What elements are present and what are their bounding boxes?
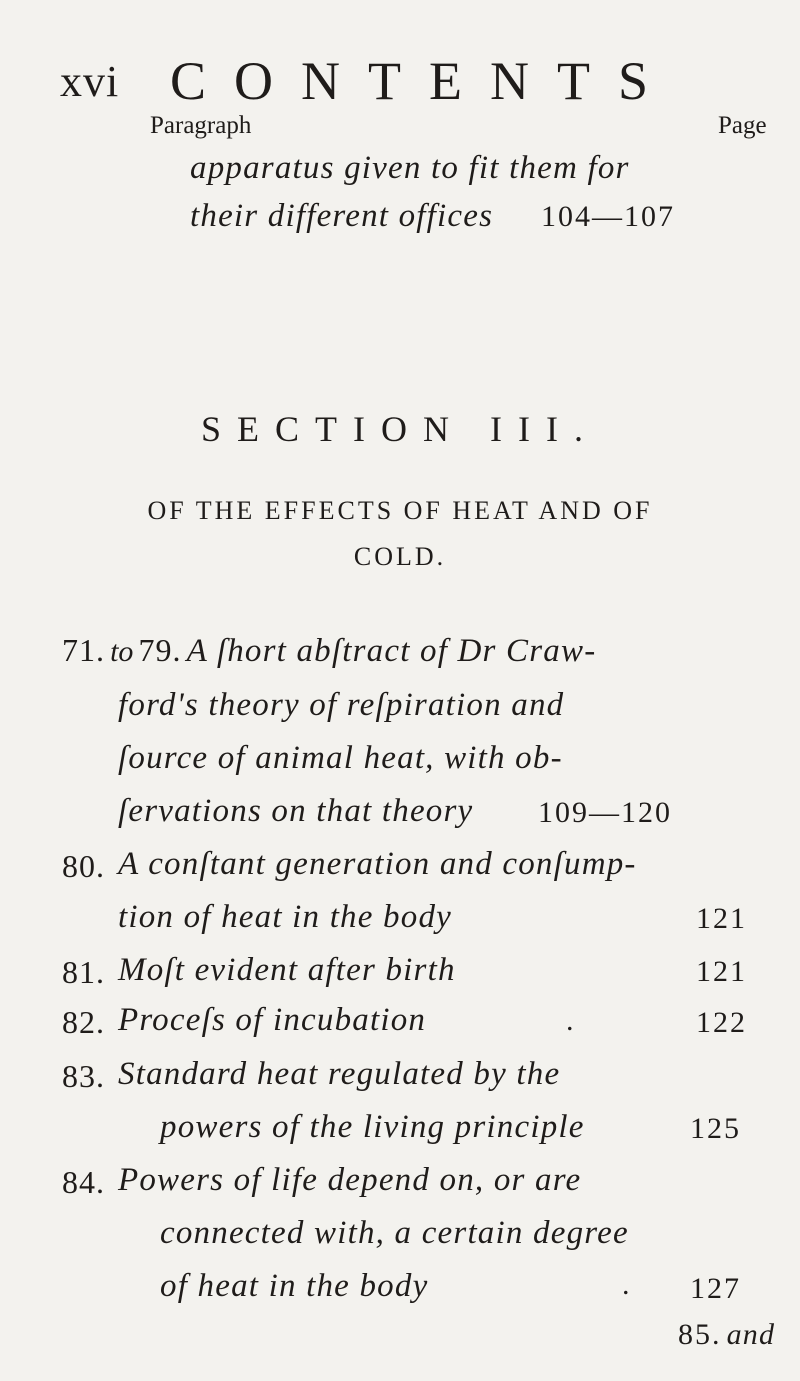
entry-dot-leader: .	[566, 1004, 576, 1037]
entry-range-word: to	[110, 635, 134, 668]
paragraph-column-label: Paragraph	[150, 112, 252, 139]
continued-entry-line2: their different offices	[190, 198, 494, 234]
entry-text: A conſtant generation and conſump-	[118, 846, 637, 882]
catchword	[678, 1318, 775, 1352]
entry-dot-leader: .	[622, 1268, 632, 1301]
entry-text: ford's theory of reſpiration and	[118, 687, 565, 723]
entry-number: 83.	[62, 1058, 105, 1094]
catchword-text: and	[726, 1318, 776, 1351]
entry-text: connected with, a certain degree	[160, 1215, 629, 1251]
section-title-line1: OF THE EFFECTS OF HEAT AND OF	[147, 496, 653, 525]
entry-pages: 109—120	[538, 796, 672, 829]
entry-pages: 121	[696, 902, 747, 935]
entry-text: Moſt evident after birth	[118, 952, 456, 988]
entry-pages: 125	[690, 1112, 741, 1145]
entry-text: powers of the living principle	[160, 1109, 585, 1145]
entry-text: Proceſs of incubation	[118, 1002, 427, 1038]
continued-entry-pages: 104—107	[541, 200, 675, 233]
entry-number: 84.	[62, 1164, 105, 1200]
entry-number: 71.	[62, 632, 105, 668]
entry-pages: 122	[696, 1006, 747, 1039]
entry-number-end: 79.	[138, 632, 182, 668]
page-column-label: Page	[718, 112, 767, 139]
entry-text: ſource of animal heat, with ob-	[118, 740, 563, 776]
section-title-line2: COLD.	[353, 542, 447, 571]
catchword-number: 85.	[678, 1318, 722, 1351]
table-row	[62, 632, 596, 670]
entry-text: ſervations on that theory	[118, 793, 474, 829]
entry-pages: 121	[696, 955, 747, 988]
page-number: xvi	[60, 57, 120, 106]
entry-text: A ſhort abſtract of Dr Craw-	[186, 633, 597, 669]
entry-text: tion of heat in the body	[118, 899, 453, 935]
section-heading: SECTION III.	[201, 409, 599, 449]
entry-text: Powers of life depend on, or are	[118, 1162, 582, 1198]
entry-text: Standard heat regulated by the	[118, 1056, 561, 1092]
entry-number: 81.	[62, 954, 105, 990]
running-title: CONTENTS	[170, 51, 676, 111]
entry-pages: 127	[690, 1272, 741, 1305]
entry-number: 82.	[62, 1004, 105, 1040]
entry-text: of heat in the body	[160, 1268, 429, 1304]
continued-entry-line1: apparatus given to fit them for	[190, 150, 630, 186]
entry-number: 80.	[62, 848, 105, 884]
